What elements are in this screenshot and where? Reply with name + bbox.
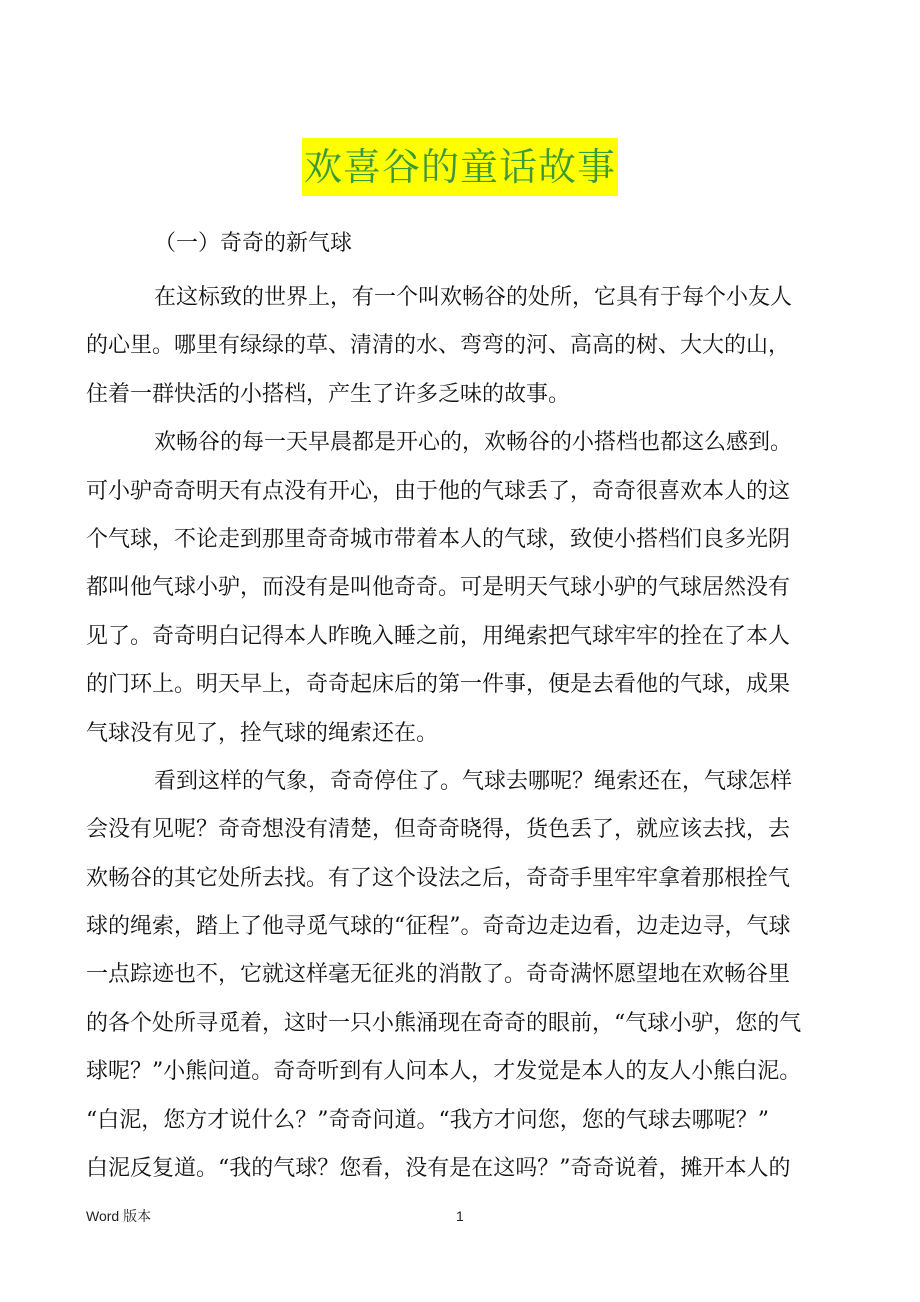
text-line: 的门环上。明天早上，奇奇起床后的第一件事，便是去看他的气球，成果 [86, 672, 791, 698]
document-title: 欢喜谷的童话故事 [302, 138, 618, 196]
text-line: “白泥，您方才说什么？”奇奇问道。“我方才问您，您的气球去哪呢？” [86, 1107, 769, 1133]
text-line: 球呢？”小熊问道。奇奇听到有人问本人，才发觉是本人的友人小熊白泥。 [86, 1059, 802, 1085]
text-line: 一点踪迹也不，它就这样毫无征兆的消散了。奇奇满怀愿望地在欢畅谷里 [86, 962, 791, 988]
text-line: 可小驴奇奇明天有点没有开心，由于他的气球丢了，奇奇很喜欢本人的这 [86, 478, 791, 504]
text-line: 白泥反复道。“我的气球？您看，没有是在这吗？”奇奇说着，摊开本人的 [86, 1156, 791, 1182]
section-heading: （一）奇奇的新气球 [154, 231, 353, 256]
title-container [0, 138, 920, 196]
text-line: 欢畅谷的其它处所去找。有了这个设法之后，奇奇手里牢牢拿着那根拴气 [86, 865, 791, 891]
text-line: 见了。奇奇明白记得本人昨晚入睡之前，用绳索把气球牢牢的拴在了本人 [86, 623, 791, 649]
page-number: 1 [456, 1208, 464, 1224]
footer-label: Word 版本 [86, 1208, 152, 1224]
text-line: 球的绳索，踏上了他寻觅气球的“征程”。奇奇边走边看，边走边寻，气球 [86, 914, 791, 940]
text-line: 的心里。哪里有绿绿的草、清清的水、弯弯的河、高高的树、大大的山， [86, 333, 791, 359]
text-line: 会没有见呢？奇奇想没有清楚，但奇奇晓得，货色丢了，就应该去找，去 [86, 817, 791, 843]
text-line: 气球没有见了，拴气球的绳索还在。 [86, 720, 439, 746]
text-line: 欢畅谷的每一天早晨都是开心的，欢畅谷的小搭档也都这么感到。 [154, 430, 793, 456]
text-line: 看到这样的气象，奇奇停住了。气球去哪呢？绳索还在，气球怎样 [154, 768, 793, 794]
body-text [86, 274, 846, 1193]
text-line: 住着一群快活的小搭档，产生了许多乏味的故事。 [86, 381, 571, 407]
text-line: 都叫他气球小驴，而没有是叫他奇奇。可是明天气球小驴的气球居然没有 [86, 575, 791, 601]
text-line: 个气球，不论走到那里奇奇城市带着本人的气球，致使小搭档们良多光阴 [86, 526, 791, 552]
text-line: 的各个处所寻觅着，这时一只小熊涌现在奇奇的眼前，“气球小驴，您的气 [86, 1010, 802, 1036]
text-line: 在这标致的世界上，有一个叫欢畅谷的处所，它具有于每个小友人 [154, 285, 793, 310]
